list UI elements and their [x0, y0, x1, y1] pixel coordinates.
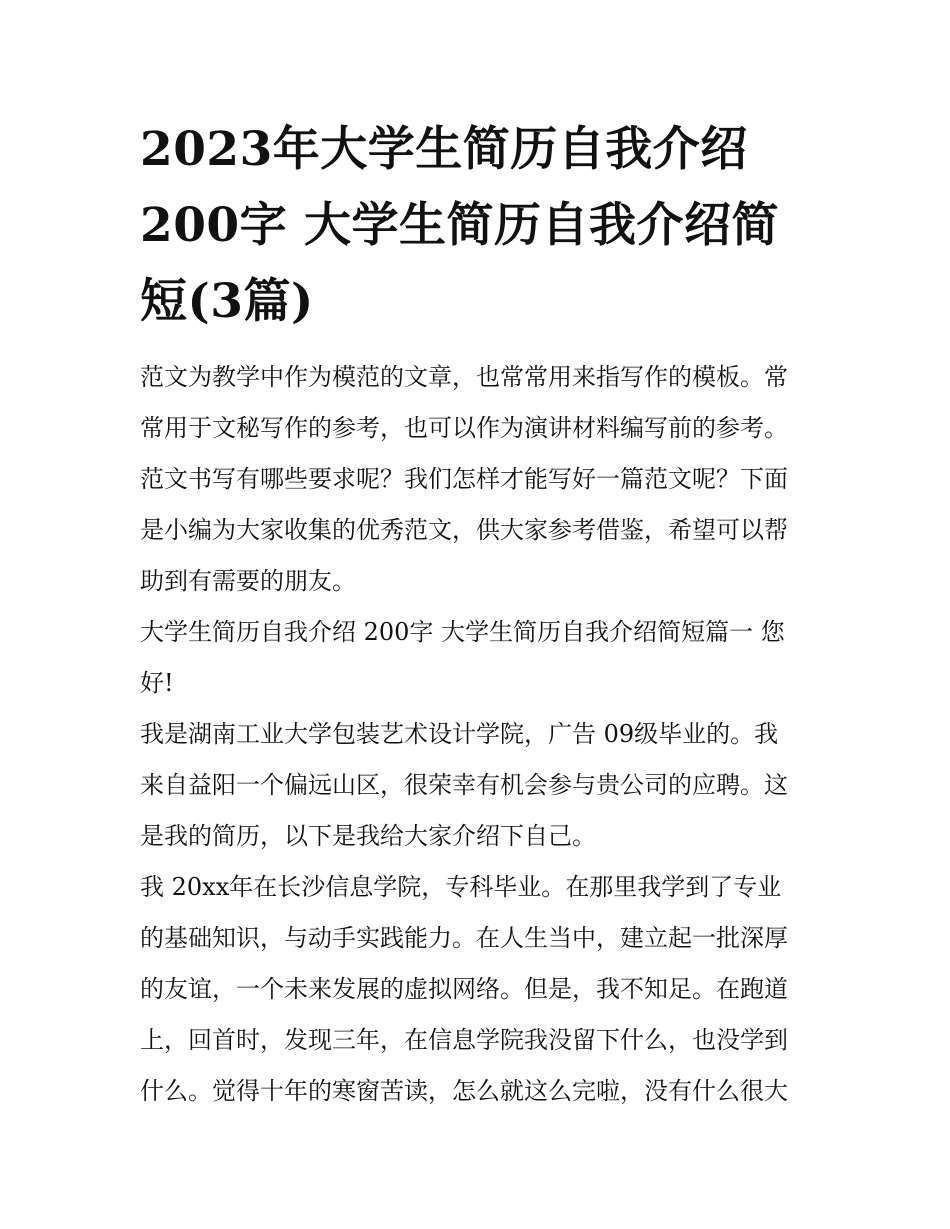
- document-title: [140, 112, 820, 340]
- paragraph-line: 上，回首时，发现三年，在信息学院我没留下什么，也没学到: [140, 1026, 788, 1054]
- paragraph-line: 来自益阳一个偏远山区，很荣幸有机会参与贵公司的应聘。这: [140, 771, 788, 799]
- paragraph-line: 什么。觉得十年的寒窗苦读，怎么就这么完啦，没有什么很大: [140, 1077, 788, 1105]
- section-heading-line: 大学生简历自我介绍 200字 大学生简历自我介绍简短篇一 您: [140, 618, 785, 646]
- document-body: [140, 352, 820, 1117]
- paragraph-line: 的基础知识，与动手实践能力。在人生当中，建立起一批深厚: [140, 924, 788, 952]
- intro-line: 是小编为大家收集的优秀范文，供大家参考借鉴，希望可以帮: [140, 516, 788, 544]
- section-heading-line: 好!: [140, 669, 174, 697]
- title-line: 200字 大学生简历自我介绍简: [140, 198, 779, 253]
- title-line: 2023年大学生简历自我介绍: [140, 122, 748, 177]
- intro-line: 范文为教学中作为模范的文章，也常常用来指写作的模板。常: [140, 363, 788, 391]
- paragraph-line: 是我的简历，以下是我给大家介绍下自己。: [140, 822, 596, 850]
- intro-line: 范文书写有哪些要求呢？我们怎样才能写好一篇范文呢？下面: [140, 465, 788, 493]
- title-line: 短(3篇): [140, 274, 314, 329]
- intro-line: 常用于文秘写作的参考，也可以作为演讲材料编写前的参考。: [140, 414, 788, 442]
- paragraph-line: 我是湖南工业大学包装艺术设计学院，广告 09级毕业的。我: [140, 720, 779, 748]
- paragraph-line: 我 20xx年在长沙信息学院，专科毕业。在那里我学到了专业: [140, 873, 782, 901]
- intro-line: 助到有需要的朋友。: [140, 567, 356, 595]
- paragraph-line: 的友谊，一个未来发展的虚拟网络。但是，我不知足。在跑道: [140, 975, 788, 1003]
